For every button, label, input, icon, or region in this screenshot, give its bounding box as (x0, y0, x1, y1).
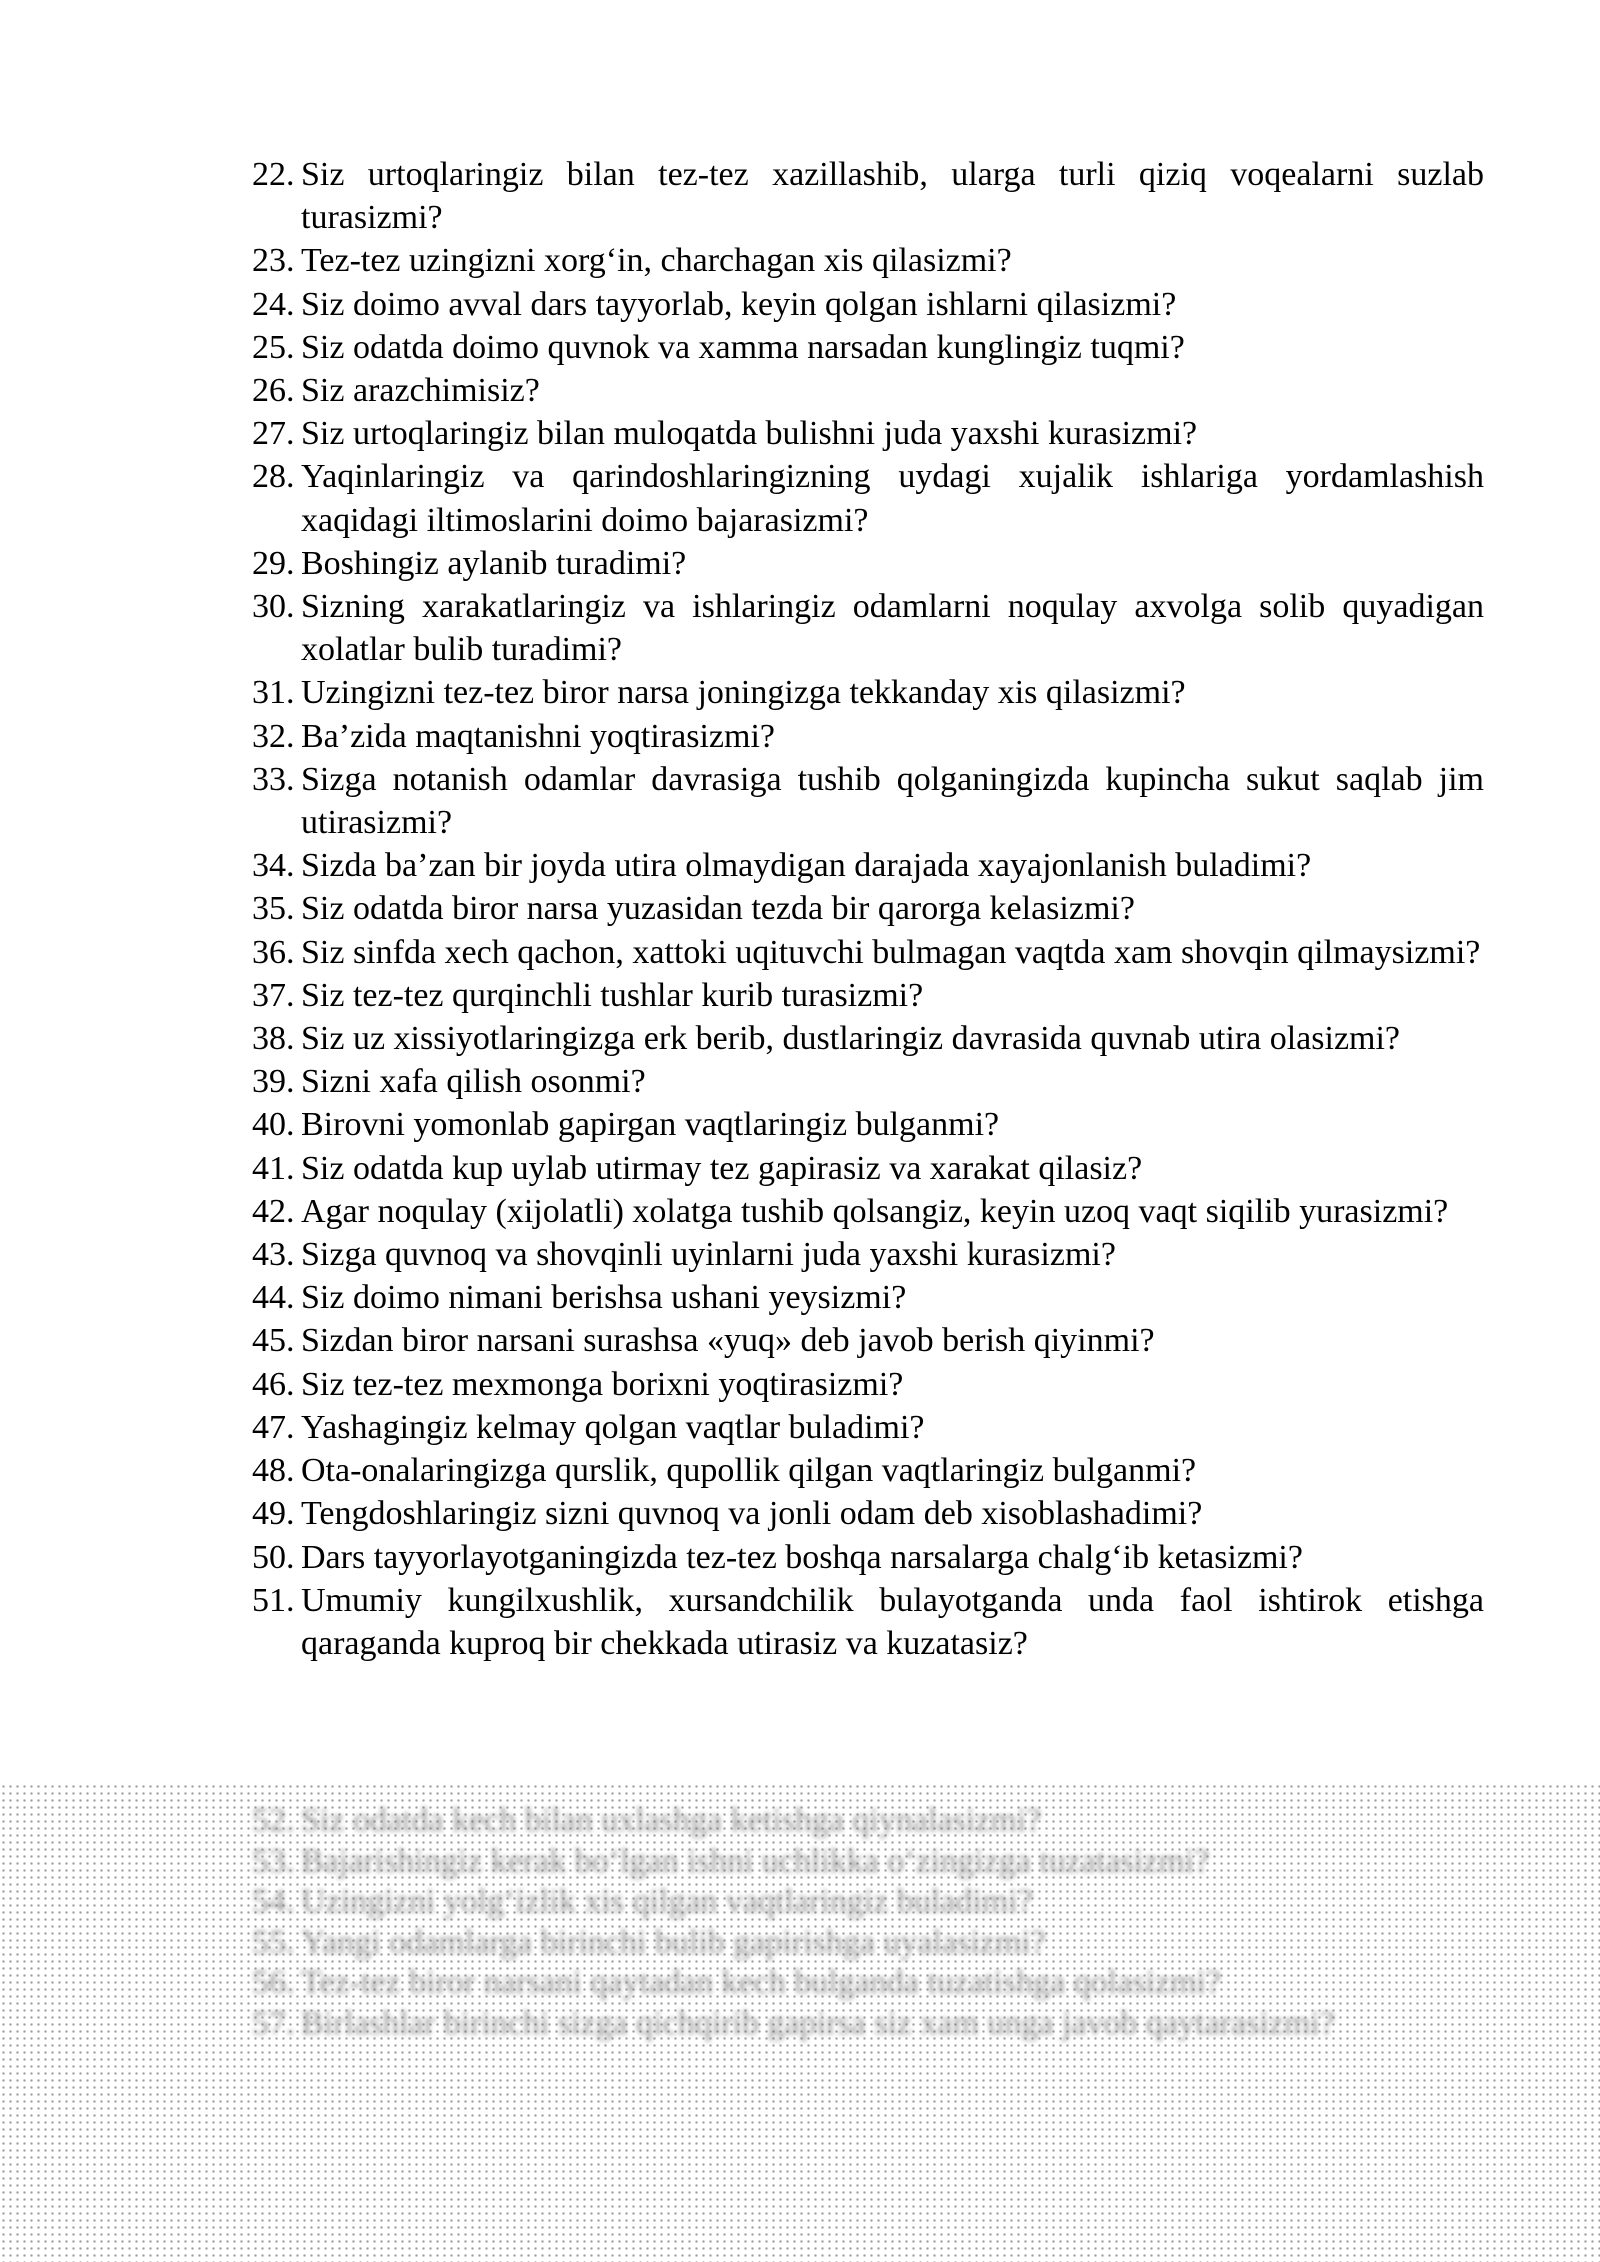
question-item (252, 455, 1484, 541)
question-item (252, 1363, 1484, 1406)
question-item (252, 1017, 1484, 1060)
question-text: Siz odatda doimo quvnok va xamma narsadan kunglingiz tuqmi? (301, 328, 1185, 366)
question-item (252, 974, 1484, 1017)
question-number: 45. (252, 1322, 295, 1360)
question-item (252, 1103, 1484, 1146)
question-text: Yaqinlaringiz va qarindoshlaringizning uydagi xujalik ishlariga yordamlashish xaqidagi iltimoslarini doimo bajarasizmi? (301, 458, 1484, 539)
question-number: 50. (252, 1538, 295, 1576)
question-number: 22. (252, 156, 295, 193)
question-text: Siz sinfda xech qachon, xattoki uqituvchi bulmagan vaqtda xam shovqin qilmaysizmi? (301, 933, 1481, 971)
question-number: 54. (252, 1883, 295, 1920)
blurred-question-item (252, 1801, 1484, 1842)
question-text: Siz doimo nimani berishsa ushani yeysizmi? (301, 1279, 907, 1317)
question-number: 33. (252, 760, 295, 798)
question-text: Dars tayyorlayotganingizda tez-tez boshqa narsalarga chalg‘ib ketasizmi? (301, 1538, 1303, 1576)
question-list (252, 153, 1484, 1665)
question-text: Siz doimo avval dars tayyorlab, keyin qolgan ishlarni qilasizmi? (301, 285, 1177, 323)
question-number: 44. (252, 1279, 295, 1317)
question-number: 47. (252, 1408, 295, 1446)
question-item (252, 1449, 1484, 1492)
question-item (252, 887, 1484, 930)
question-item (252, 1579, 1484, 1665)
question-number: 29. (252, 544, 295, 582)
question-number: 26. (252, 372, 295, 410)
blurred-question-list (252, 1801, 1484, 2044)
question-text: Siz uz xissiyotlaringizga erk berib, dustlaringiz davrasida quvnab utira olasizmi? (301, 1020, 1401, 1058)
question-text: Tengdoshlaringiz sizni quvnoq va jonli odam deb xisoblashadimi? (301, 1495, 1203, 1533)
question-text: Sizni xafa qilish osonmi? (301, 1063, 646, 1101)
question-text: Sizdan biror narsani surashsa «yuq» deb javob berish qiyinmi? (301, 1322, 1155, 1360)
question-text: Yashagingiz kelmay qolgan vaqtlar buladimi? (301, 1408, 925, 1446)
question-number: 56. (252, 1964, 295, 2001)
question-number: 31. (252, 674, 295, 712)
question-text: Siz urtoqlaringiz bilan muloqatda bulishni juda yaxshi kurasizmi? (301, 415, 1198, 453)
question-text: Siz odatda kech bilan uxlashga ketishga qiynalasizmi? (301, 1802, 1042, 1839)
question-text: Bajarishingiz kerak bo‘lgan ishni uchlikka o‘zingizga tuzatasizmi? (301, 1842, 1210, 1880)
question-item (252, 1406, 1484, 1449)
blurred-question-item (252, 1842, 1484, 1883)
question-item (252, 1147, 1484, 1190)
question-text: Siz tez-tez mexmonga borixni yoqtirasizmi? (301, 1365, 904, 1403)
question-number: 28. (252, 458, 295, 496)
question-number: 34. (252, 847, 295, 885)
question-item (252, 844, 1484, 887)
question-number: 57. (252, 2004, 295, 2042)
question-item (252, 1492, 1484, 1535)
blurred-question-item (252, 1963, 1484, 2004)
question-text: Tez-tez biror narsani qaytadan kech bulganda tuzatishga qolasizmi? (301, 1964, 1221, 2001)
question-text: Yangi odamlarga birinchi bulib gapirishga uyalasizmi? (301, 1923, 1046, 1961)
question-item (252, 283, 1484, 326)
blurred-preview-overlay (0, 1783, 1600, 2262)
question-number: 49. (252, 1495, 295, 1533)
question-text: Umumiy kungilxushlik, xursandchilik bulayotganda unda faol ishtirok etishga qaraganda kuproq bir chekkada utirasiz va kuzatasiz? (301, 1581, 1484, 1662)
question-item (252, 153, 1484, 239)
question-number: 39. (252, 1063, 295, 1101)
question-text: Ota-onalaringizga qurslik, qupollik qilgan vaqtlaringiz bulganmi? (301, 1452, 1197, 1490)
question-number: 46. (252, 1365, 295, 1403)
question-item (252, 1190, 1484, 1233)
question-number: 37. (252, 976, 295, 1014)
question-text: Siz tez-tez qurqinchli tushlar kurib turasizmi? (301, 976, 924, 1014)
question-number: 53. (252, 1842, 295, 1880)
question-text: Birovni yomonlab gapirgan vaqtlaringiz bulganmi? (301, 1106, 1000, 1144)
question-item (252, 1060, 1484, 1103)
question-text: Siz odatda biror narsa yuzasidan tezda bir qarorga kelasizmi? (301, 890, 1135, 928)
blurred-question-item (252, 1923, 1484, 1964)
question-item (252, 1276, 1484, 1319)
question-number: 41. (252, 1149, 295, 1187)
question-item (252, 1319, 1484, 1362)
question-text: Sizning xarakatlaringiz va ishlaringiz odamlarni noqulay axvolga solib quyadigan xolatlar bulib turadimi? (301, 588, 1484, 669)
question-item (252, 931, 1484, 974)
question-number: 23. (252, 242, 295, 280)
question-number: 25. (252, 328, 295, 366)
question-number: 48. (252, 1452, 295, 1490)
question-number: 51. (252, 1581, 295, 1619)
question-number: 35. (252, 890, 295, 928)
question-text: Sizga quvnoq va shovqinli uyinlarni juda yaxshi kurasizmi? (301, 1236, 1116, 1274)
question-item (252, 326, 1484, 369)
question-text: Tez-tez uzingizni xorg‘in, charchagan xis qilasizmi? (301, 242, 1012, 280)
question-item (252, 585, 1484, 671)
question-item (252, 1536, 1484, 1579)
question-text: Ba’zida maqtanishni yoqtirasizmi? (301, 717, 775, 755)
question-number: 30. (252, 588, 295, 626)
question-number: 32. (252, 717, 295, 755)
question-item (252, 412, 1484, 455)
question-number: 38. (252, 1020, 295, 1058)
question-item (252, 758, 1484, 844)
question-item (252, 715, 1484, 758)
question-text: Boshingiz aylanib turadimi? (301, 544, 687, 582)
question-number: 42. (252, 1192, 295, 1230)
question-number: 36. (252, 933, 295, 971)
question-item (252, 239, 1484, 282)
question-text: Uzingizni tez-tez biror narsa joningizga tekkanday xis qilasizmi? (301, 674, 1186, 712)
question-item (252, 1233, 1484, 1276)
question-text: Uzingizni yolg‘izlik xis qilgan vaqtlaringiz buladimi? (301, 1883, 1033, 1920)
question-number: 27. (252, 415, 295, 453)
blurred-question-item (252, 2004, 1484, 2045)
question-text: Birlashlar birinchi sizga qichqirib gapirsa siz xam unga javob qaytarasizmi? (301, 2004, 1335, 2042)
question-text: Siz urtoqlaringiz bilan tez-tez xazillashib, ularga turli qiziq voqealarni suzlab turasizmi? (301, 156, 1484, 237)
question-number: 55. (252, 1923, 295, 1961)
question-text: Siz odatda kup uylab utirmay tez gapirasiz va xarakat qilasiz? (301, 1149, 1143, 1187)
question-number: 52. (252, 1802, 295, 1839)
question-text: Agar noqulay (xijolatli) xolatga tushib qolsangiz, keyin uzoq vaqt siqilib yurasizmi? (301, 1192, 1449, 1230)
question-text: Siz arazchimisiz? (301, 372, 540, 410)
blurred-question-item (252, 1882, 1484, 1923)
question-number: 24. (252, 285, 295, 323)
question-number: 40. (252, 1106, 295, 1144)
question-item (252, 671, 1484, 714)
question-text: Sizda ba’zan bir joyda utira olmaydigan darajada xayajonlanish buladimi? (301, 847, 1312, 885)
question-item (252, 542, 1484, 585)
question-item (252, 369, 1484, 412)
question-number: 43. (252, 1236, 295, 1274)
question-text: Sizga notanish odamlar davrasiga tushib qolganingizda kupincha sukut saqlab jim utirasizmi? (301, 760, 1484, 842)
